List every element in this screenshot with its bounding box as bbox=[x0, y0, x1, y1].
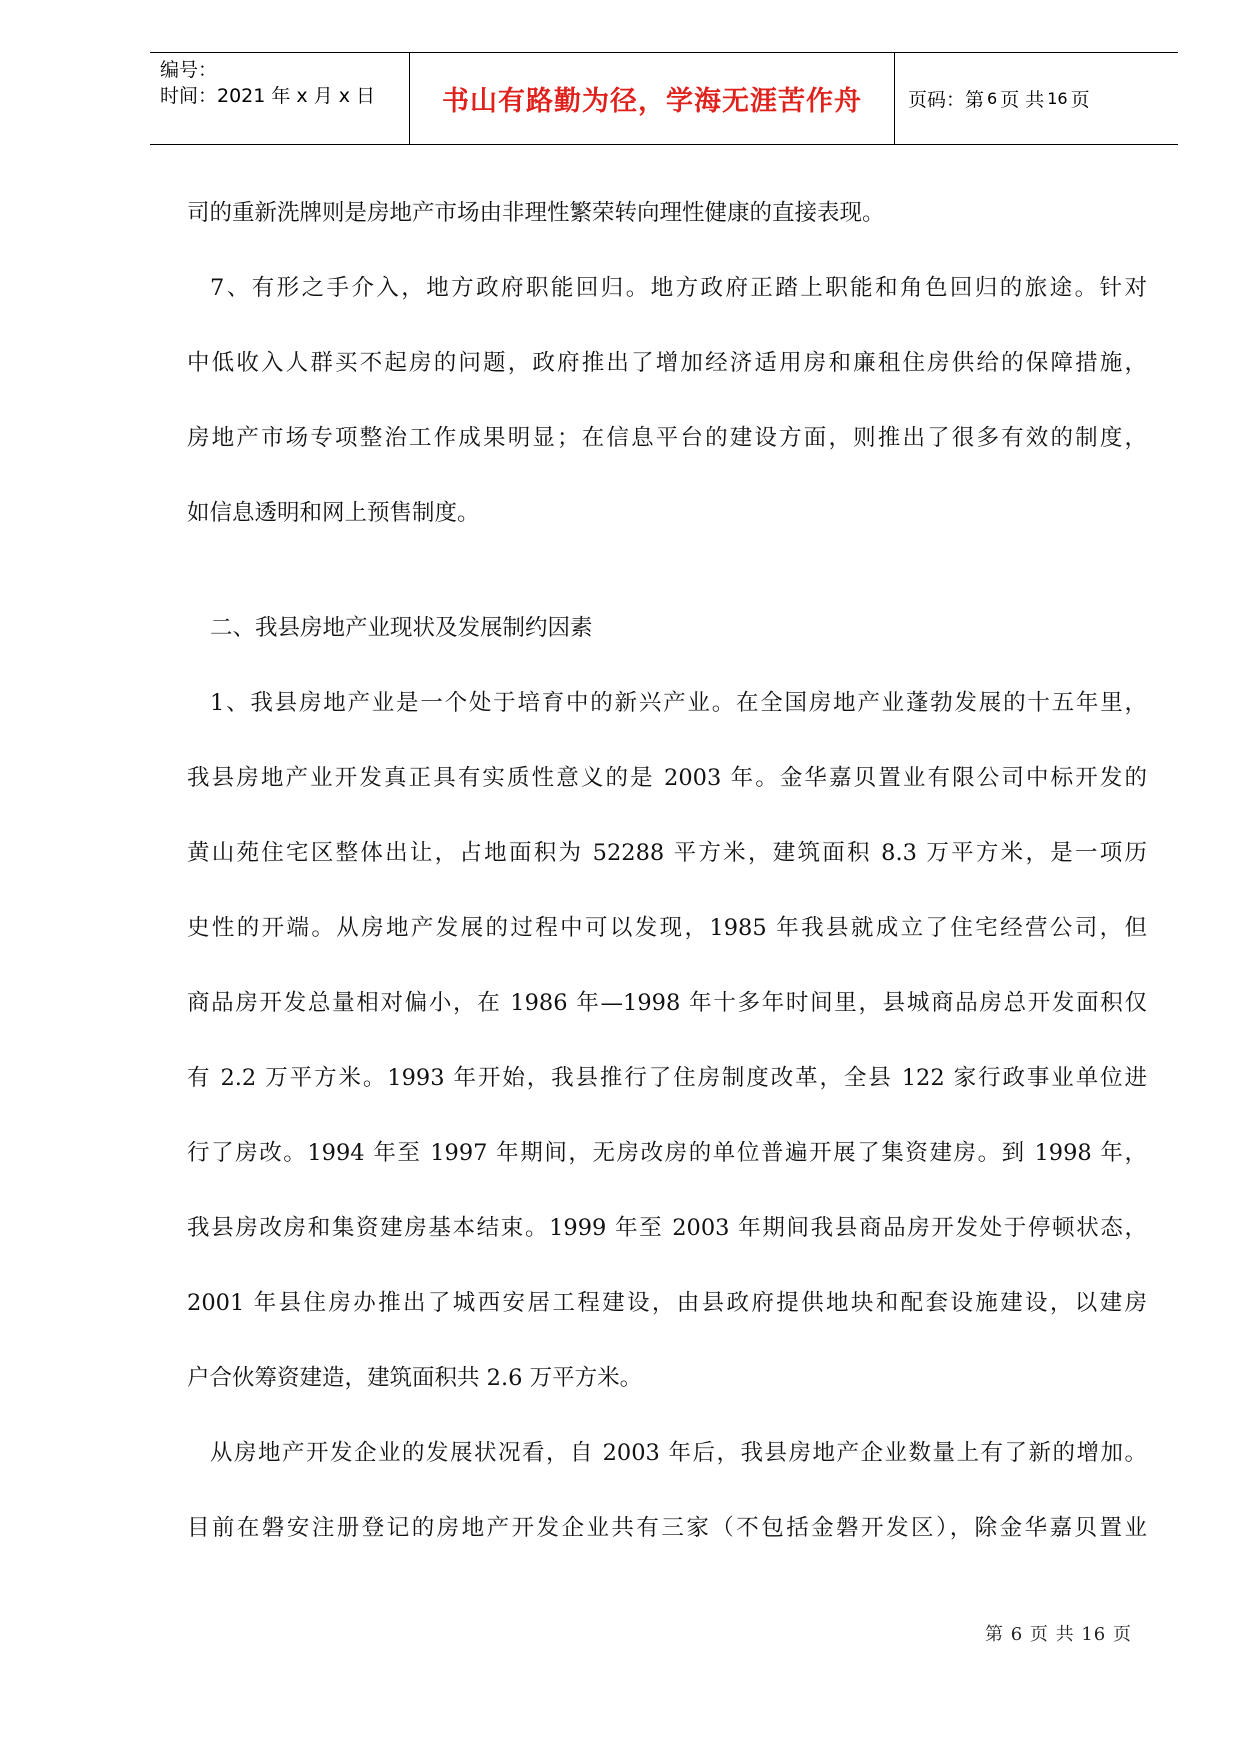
body-line: 户合伙筹资建造，建筑面积共 2.6 万平方米。 bbox=[187, 1365, 643, 1391]
body-line: 从房地产开发企业的发展状况看，自 2003 年后，我县房地产企业数量上有了新的增加。 bbox=[210, 1440, 1147, 1466]
body-line: 2001 年县住房办推出了城西安居工程建设，由县政府提供地块和配套设施建设，以建房 bbox=[187, 1290, 1147, 1316]
page-current: 6 bbox=[987, 88, 998, 108]
header-page-number bbox=[908, 53, 1090, 143]
body-line: 目前在磐安注册登记的房地产开发企业共有三家（不包括金磐开发区），除金华嘉贝置业 bbox=[187, 1515, 1147, 1541]
document-body bbox=[187, 176, 1147, 1566]
serial-label: 编号： bbox=[160, 59, 218, 81]
page-footer: 第 6 页 共 16 页 bbox=[985, 1624, 1132, 1645]
body-line: 中低收入人群买不起房的问题，政府推出了增加经济适用房和廉租住房供给的保障措施， bbox=[187, 350, 1147, 376]
header-divider-right bbox=[894, 53, 895, 144]
body-line: 黄山苑住宅区整体出让，占地面积为 52288 平方米，建筑面积 8.3 万平方米，是一项历 bbox=[187, 840, 1147, 866]
body-line: 史性的开端。从房地产发展的过程中可以发现，1985 年我县就成立了住宅经营公司，但 bbox=[187, 915, 1147, 941]
body-line: 商品房开发总量相对偏小，在 1986 年—1998 年十多年时间里，县城商品房总开发面积仅 bbox=[187, 990, 1147, 1016]
page-header bbox=[150, 52, 1178, 145]
time-label: 时间：2021 年 x 月 x 日 bbox=[160, 85, 376, 107]
section-gap bbox=[187, 551, 1147, 591]
page-mid: 页 共 bbox=[1000, 88, 1045, 111]
body-line: 我县房改房和集资建房基本结束。1999 年至 2003 年期间我县商品房开发处于停顿状态， bbox=[187, 1215, 1147, 1241]
page-suffix: 页 bbox=[1070, 88, 1090, 111]
page-prefix: 页码：第 bbox=[908, 88, 985, 111]
section-heading: 二、我县房地产业现状及发展制约因素 bbox=[210, 615, 593, 641]
page-total: 16 bbox=[1047, 88, 1068, 108]
header-motto: 书山有路勤为径，学海无涯苦作舟 bbox=[442, 85, 862, 117]
body-line: 7、有形之手介入，地方政府职能回归。地方政府正踏上职能和角色回归的旅途。针对 bbox=[210, 275, 1147, 301]
body-line: 如信息透明和网上预售制度。 bbox=[187, 500, 480, 526]
body-line: 有 2.2 万平方米。1993 年开始，我县推行了住房制度改革，全县 122 家行政事业单位进 bbox=[187, 1065, 1147, 1091]
body-line: 我县房地产业开发真正具有实质性意义的是 2003 年。金华嘉贝置业有限公司中标开发的 bbox=[187, 765, 1147, 791]
body-line: 司的重新洗牌则是房地产市场由非理性繁荣转向理性健康的直接表现。 bbox=[187, 200, 885, 226]
body-line: 1、我县房地产业是一个处于培育中的新兴产业。在全国房地产业蓬勃发展的十五年里， bbox=[210, 690, 1147, 716]
body-line: 行了房改。1994 年至 1997 年期间，无房改房的单位普遍开展了集资建房。到 1998 年， bbox=[187, 1140, 1147, 1166]
body-line: 房地产市场专项整治工作成果明显；在信息平台的建设方面，则推出了很多有效的制度， bbox=[187, 425, 1147, 451]
